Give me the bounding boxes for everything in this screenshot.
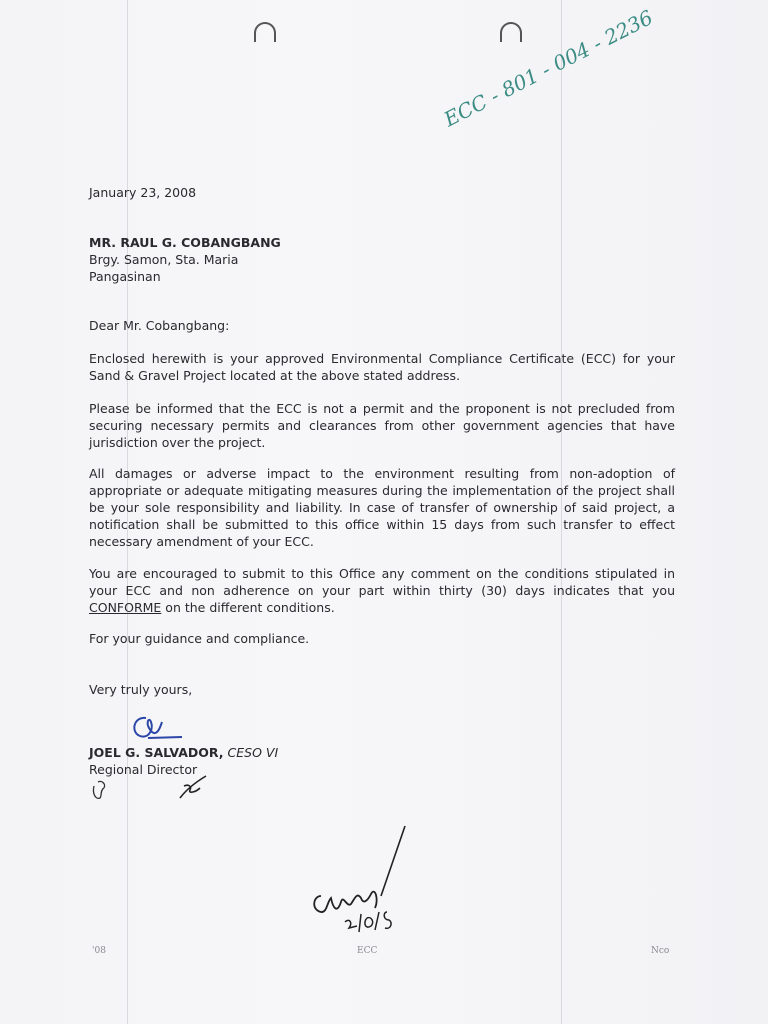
punch-hole (500, 22, 522, 42)
punch-hole (254, 22, 276, 42)
signature-mark (124, 712, 184, 744)
body-paragraph-1: Enclosed herewith is your approved Environmental Compliance Certificate (ECC) for your Sand & Gravel Project located at the above stated address. (89, 351, 675, 383)
footer-right: Nco (651, 946, 670, 956)
closing-line: Very truly yours, (89, 682, 193, 697)
para4-text-end: on the different conditions. (161, 600, 335, 615)
signatory-suffix: CESO VI (227, 745, 279, 760)
footer-left: '08 (92, 946, 106, 956)
signatory (89, 744, 278, 761)
signatory-name: JOEL G. SALVADOR, (89, 745, 224, 760)
body-paragraph-3: All damages or adverse impact to the environment resulting from non-adoption of appropriate or adequate mitigating measures during the implementation of the project shall be your sole responsibility and liability. In case of transfer of ownership of said project, a notification shall be submitted to this office within 15 days from such transfer to effect necessary amendment of your ECC. (89, 466, 675, 549)
para4-text-start: You are encouraged to submit to this Office any comment on the conditions stipulated in your ECC and non adherence on your part within thirty (30) days indicates that you (89, 566, 675, 598)
letter-date: January 23, 2008 (89, 185, 197, 200)
initials-mark (88, 778, 118, 808)
received-signature (305, 822, 415, 940)
signatory-title: Regional Director (89, 762, 198, 777)
recipient-name: MR. RAUL G. COBANGBANG (89, 235, 281, 250)
recipient-address-line2: Pangasinan (89, 269, 161, 284)
body-paragraph-4 (89, 565, 675, 616)
footer-center: ECC (357, 946, 378, 956)
conforme-underlined: CONFORME (89, 600, 162, 615)
ecc-number-handwritten: ECC - 801 - 004 - 2236 (440, 5, 657, 132)
recipient-address-line1: Brgy. Samon, Sta. Maria (89, 252, 239, 267)
body-paragraph-2: Please be informed that the ECC is not a permit and the proponent is not precluded from securing necessary permits and clearances from other government agencies that have jurisdiction over the project. (89, 401, 675, 450)
salutation: Dear Mr. Cobangbang: (89, 318, 230, 333)
initials-mark (176, 774, 210, 802)
guidance-line: For your guidance and compliance. (89, 631, 310, 646)
